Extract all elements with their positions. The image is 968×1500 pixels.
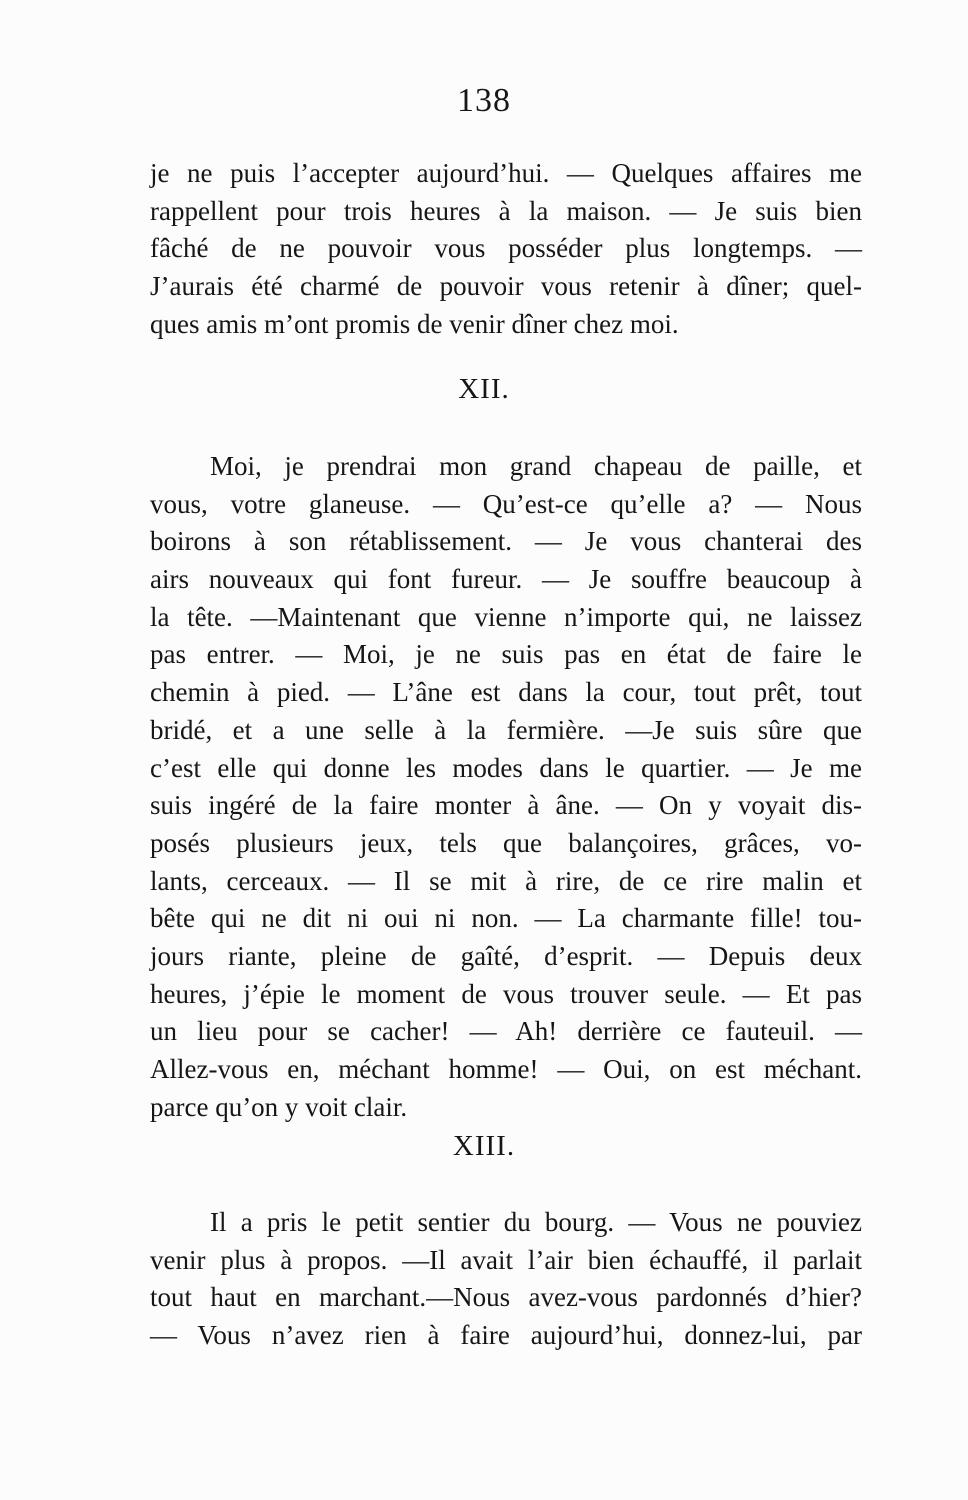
text-line: ques amis m’ont promis de venir dîner chez moi. [150, 308, 679, 339]
text-line: parce qu’on y voit clair. [150, 1091, 408, 1122]
text-line: rappellent pour trois heures à la maison. — Je suis bien [150, 195, 862, 226]
text-line: venir plus à propos. —Il avait l’air bien échauffé, il parlait [150, 1244, 862, 1275]
text-line: — Vous n’avez rien à faire aujourd’hui, donnez-lui, par [150, 1320, 862, 1351]
text-line: jours riante, pleine de gaîté, d’esprit. — Depuis deux [150, 940, 862, 971]
text-line: lants, cerceaux. — Il se mit à rire, de ce rire malin et [150, 865, 862, 896]
text-line: pas entrer. — Moi, je ne suis pas en état de faire le [150, 639, 862, 670]
text-line: Il a pris le petit sentier du bourg. — Vous ne pouviez [210, 1207, 862, 1237]
text-line: Moi, je prendrai mon grand chapeau de paille, et [210, 451, 862, 481]
text-line: vous, votre glaneuse. — Qu’est-ce qu’elle a? — Nous [150, 488, 862, 519]
section-xiii-text [150, 1204, 862, 1355]
text-line: J’aurais été charmé de pouvoir vous retenir à dîner; quel- [150, 271, 862, 302]
text-line: fâché de ne pouvoir vous posséder plus longtemps. — [150, 233, 862, 264]
text-line: la tête. —Maintenant que vienne n’importe qui, ne laissez [150, 601, 862, 632]
section-xii-text [150, 448, 862, 1126]
text-line: bridé, et a une selle à la fermière. —Je suis sûre que [150, 714, 862, 745]
section-heading-xii: XII. [458, 373, 510, 405]
text-line: boirons à son rétablissement. — Je vous chanterai des [150, 526, 862, 557]
text-line: heures, j’épie le moment de vous trouver seule. — Et pas [150, 978, 862, 1009]
text-line: c’est elle qui donne les modes dans le quartier. — Je me [150, 752, 862, 783]
text-line: bête qui ne dit ni oui ni non. — La charmante fille! tou- [150, 903, 862, 934]
text-line: Allez-vous en, méchant homme! — Oui, on est méchant. [150, 1054, 862, 1084]
text-line: posés plusieurs jeux, tels que balançoires, grâces, vo- [150, 827, 862, 858]
text-line: chemin à pied. — L’âne est dans la cour, tout prêt, tout [150, 677, 862, 708]
passage-continued [150, 155, 862, 343]
text-line: airs nouveaux qui font fureur. — Je souffre beaucoup à [150, 564, 862, 595]
text-line: suis ingéré de la faire monter à âne. — On y voyait dis- [150, 790, 862, 821]
text-line: je ne puis l’accepter aujourd’hui. — Quelques affaires me [150, 158, 862, 188]
text-line: tout haut en marchant.—Nous avez-vous pardonnés d’hier? [150, 1282, 862, 1313]
page-number: 138 [457, 82, 511, 119]
text-line: un lieu pour se cacher! — Ah! derrière ce fauteuil. — [150, 1016, 862, 1047]
section-heading-xiii: XIII. [452, 1130, 516, 1162]
